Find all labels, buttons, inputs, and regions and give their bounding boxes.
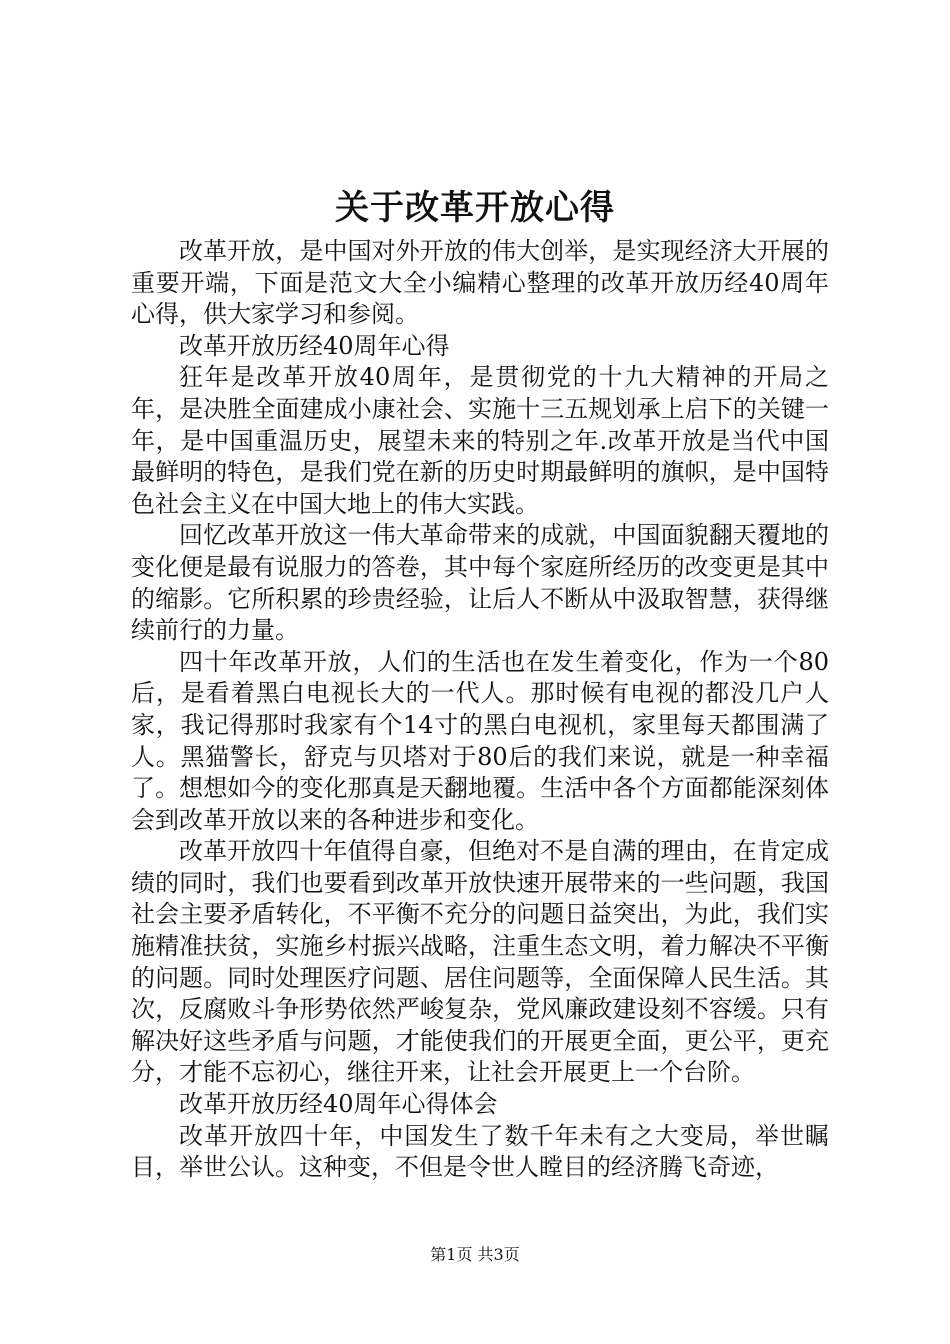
paragraph-intro: 改革开放，是中国对外开放的伟大创举，是实现经济大开展的重要开端，下面是范文大全小编精心整理的改革开放历经40周年心得，供大家学习和参阅。 [131, 237, 829, 329]
document-body [131, 236, 829, 1184]
page-footer: 第1页 共3页 [430, 1245, 520, 1264]
paragraph: 改革开放四十年，中国发生了数千年未有之大变局，举世瞩目，举世公认。这种变，不但是令世人瞠目的经济腾飞奇迹， [131, 1121, 829, 1182]
section-heading-2: 改革开放历经40周年心得体会 [179, 1090, 498, 1119]
document-title: 关于改革开放心得 [335, 188, 615, 228]
section-heading-1: 改革开放历经40周年心得 [179, 331, 450, 360]
paragraph: 四十年改革开放，人们的生活也在发生着变化，作为一个80后，是看着黑白电视长大的一代人。那时候有电视的都没几户人家，我记得那时我家有个14寸的黑白电视机，家里每天都围满了人。黑猫警长，舒克与贝塔对于80后的我们来说，就是一种幸福了。想想如今的变化那真是天翻地覆。生活中各个方面都能深刻体会到改革开放以来的各种进步和变化。 [131, 647, 829, 834]
paragraph: 狂年是改革开放40周年，是贯彻党的十九大精神的开局之年，是决胜全面建成小康社会、实施十三五规划承上启下的关键一年，是中国重温历史，展望未来的特别之年.改革开放是当代中国最鲜明的特色，是我们党在新的历史时期最鲜明的旗帜，是中国特色社会主义在中国大地上的伟大实践。 [131, 363, 829, 518]
paragraph: 改革开放四十年值得自豪，但绝对不是自满的理由，在肯定成绩的同时，我们也要看到改革开放快速开展带来的一些问题，我国社会主要矛盾转化，不平衡不充分的问题日益突出，为此，我们实施精准扶贫，实施乡村振兴战略，注重生态文明，着力解决不平衡的问题。同时处理医疗问题、居住问题等，全面保障人民生活。其次，反腐败斗争形势依然严峻复杂，党风廉政建设刻不容缓。只有解决好这些矛盾与问题，才能使我们的开展更全面，更公平，更充分，才能不忘初心，继往开来，让社会开展更上一个台阶。 [131, 837, 829, 1087]
paragraph: 回忆改革开放这一伟大革命带来的成就，中国面貌翻天覆地的变化便是最有说服力的答卷，其中每个家庭所经历的改变更是其中的缩影。它所积累的珍贵经验，让后人不断从中汲取智慧，获得继续前行的力量。 [131, 521, 829, 645]
